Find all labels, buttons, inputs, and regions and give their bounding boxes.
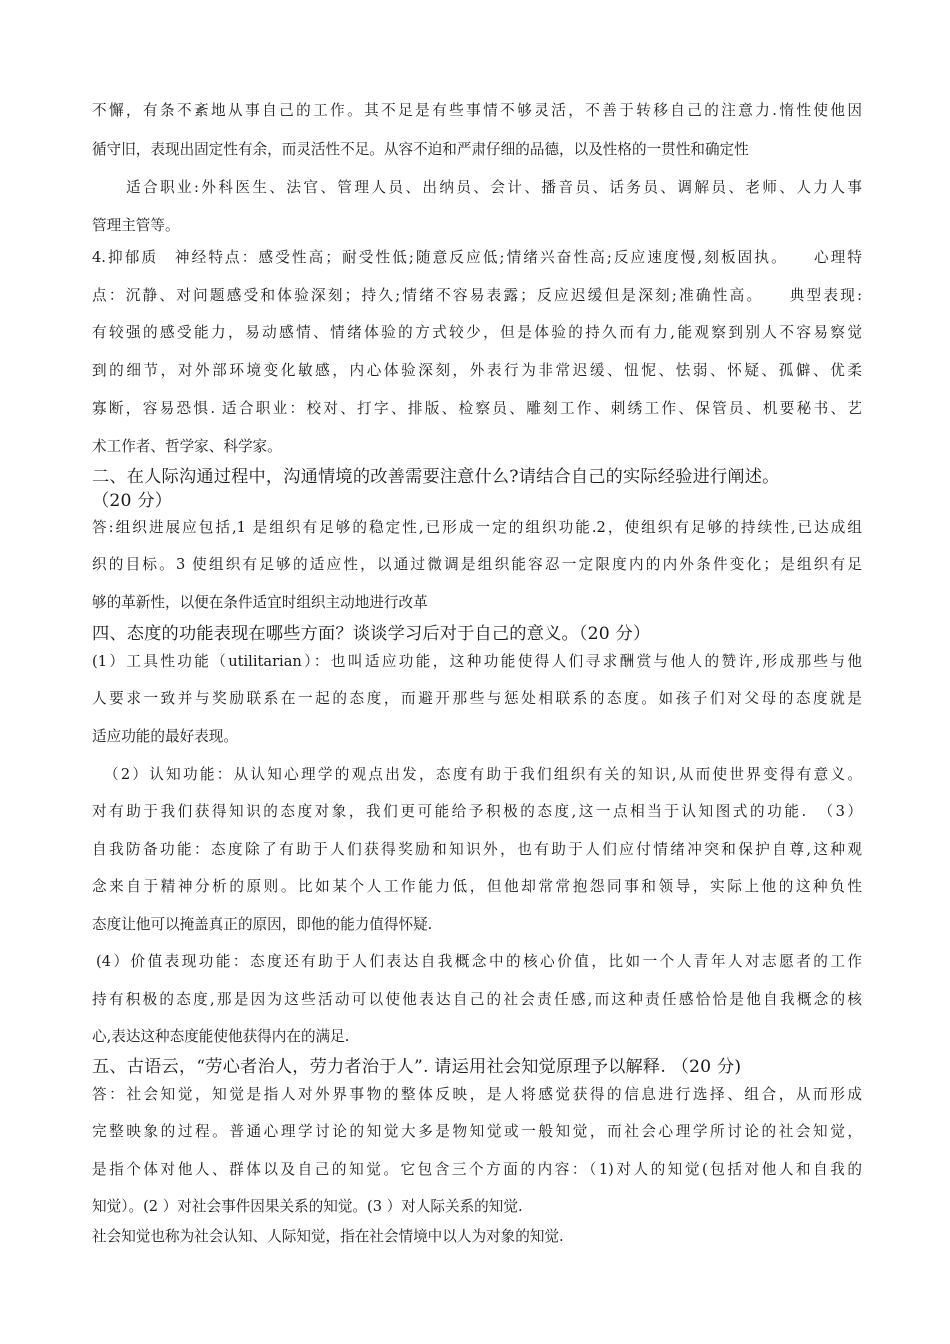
- question-heading-4: 四、态度的功能表现在哪些方面？谈谈学习后对于自己的意义。（20 分）: [92, 624, 651, 644]
- paragraph-line: 术工作者、哲学家、科学家。: [92, 438, 282, 455]
- section-heading-melancholic: 4.抑郁质 神经特点：感受性高；耐受性低;随意反应低;情绪兴奋性高;反应速度慢,刻板固执。 心理特: [92, 249, 862, 266]
- question-heading-2: 二、在人际沟通过程中，沟通情境的改善需要注意什么?请结合自己的实际经验进行阐述。: [92, 467, 780, 487]
- paragraph-line: 有较强的感受能力，易动感情、情绪体验的方式较少，但是体验的持久而有力,能观察到别人不容易察觉: [92, 324, 862, 341]
- answer-line: 织的目标。3 使组织有足够的适应性，以通过微调是组织能容忍一定限度内的内外条件变化；是组织有足: [92, 556, 862, 573]
- answer-line: (4）价值表现功能：态度还有助于人们表达自我概念中的核心价值，比如一个人青年人对志愿者的工作: [96, 953, 862, 970]
- answer-line: 适应功能的最好表现。: [92, 728, 238, 745]
- answer-line: 知觉）。(2 ）对社会事件因果关系的知觉。(3 ）对人际关系的知觉.: [92, 1198, 523, 1215]
- answer-line: 完整映象的过程。普通心理学讨论的知觉大多是物知觉或一般知觉，而社会心理学所讨论的社会知觉，: [92, 1123, 862, 1140]
- paragraph-line: 点：沉静、对问题感受和体验深刻；持久;情绪不容易表露；反应迟缓但是深刻;准确性高。 典型表现:: [92, 287, 862, 304]
- answer-line: 社会知觉也称为社会认知、人际知觉，指在社会情境中以人为对象的知觉.: [92, 1228, 564, 1245]
- paragraph-line: 管理主管等。: [92, 217, 180, 234]
- answer-line: 念来自于精神分析的原则。比如某个人工作能力低，但他却常常抱怨同事和领导，实际上他的这种负性: [92, 878, 862, 895]
- paragraph-line: 寡断，容易恐惧. 适合职业：校对、打字、排版、检察员、雕刻工作、刺绣工作、保管员、机要秘书、艺: [92, 400, 862, 417]
- question-heading-5: 五、古语云，“劳心者治人，劳力者治于人”. 请运用社会知觉原理予以解释. （20 分): [92, 1057, 742, 1077]
- answer-line: 够的革新性，以便在条件适宜时组织主动地进行改革: [92, 594, 428, 611]
- paragraph-line: 不懈，有条不紊地从事自己的工作。其不足是有些事情不够灵活，不善于转移自己的注意力.惰性使他因: [92, 102, 862, 119]
- answer-line: 是指个体对他人、群体以及自己的知觉。它包含三个方面的内容：（1)对人的知觉(包括对他人和自我的: [92, 1161, 862, 1178]
- answer-line: 答：社会知觉，知觉是指人对外界事物的整体反映，是人将感觉获得的信息进行选择、组合，从而形成: [92, 1086, 862, 1103]
- answer-line: 答:组织进展应包括,1 是组织有足够的稳定性,已形成一定的组织功能.2，使组织有足够的持续性,已达成组: [92, 519, 862, 536]
- question-score-2: （20 分）: [92, 491, 173, 511]
- paragraph-line: 循守旧，表现出固定性有余，而灵活性不足。从容不迫和严肃仔细的品德，以及性格的一贯性和确定性: [92, 141, 749, 158]
- paragraph-line: 适合职业:外科医生、法官、管理人员、出纳员、会计、播音员、话务员、调解员、老师、人力人事: [126, 179, 862, 196]
- answer-line: 对有助于我们获得知识的态度对象，我们更可能给予积极的态度,这一点相当于认知图式的功能. （3）: [92, 803, 862, 820]
- answer-line: (1）工具性功能（utilitarian）：也叫适应功能，这种功能使得人们寻求酬赏与他人的赞许,形成那些与他: [92, 653, 862, 670]
- paragraph-line: 到的细节，对外部环境变化敏感，内心体验深刻，外表行为非常迟缓、忸怩、怯弱、怀疑、孤僻、优柔: [92, 362, 862, 379]
- answer-line: 持有积极的态度,那是因为这些活动可以使他表达自己的社会责任感,而这种责任感恰恰是他自我概念的核: [92, 991, 862, 1008]
- answer-line: 人要求一致并与奖励联系在一起的态度，而避开那些与惩处相联系的态度。如孩子们对父母的态度就是: [92, 690, 862, 707]
- answer-line: （2）认知功能：从认知心理学的观点出发，态度有助于我们组织有关的知识,从而使世界变得有意义。: [104, 766, 862, 783]
- answer-line: 自我防备功能：态度除了有助于人们获得奖励和知识外，也有助于人们应付情绪冲突和保护自尊,这种观: [92, 841, 862, 858]
- answer-line: 心,表达这种态度能使他获得内在的满足.: [92, 1028, 350, 1045]
- answer-line: 态度让他可以掩盖真正的原因，即他的能力值得怀疑.: [92, 916, 433, 933]
